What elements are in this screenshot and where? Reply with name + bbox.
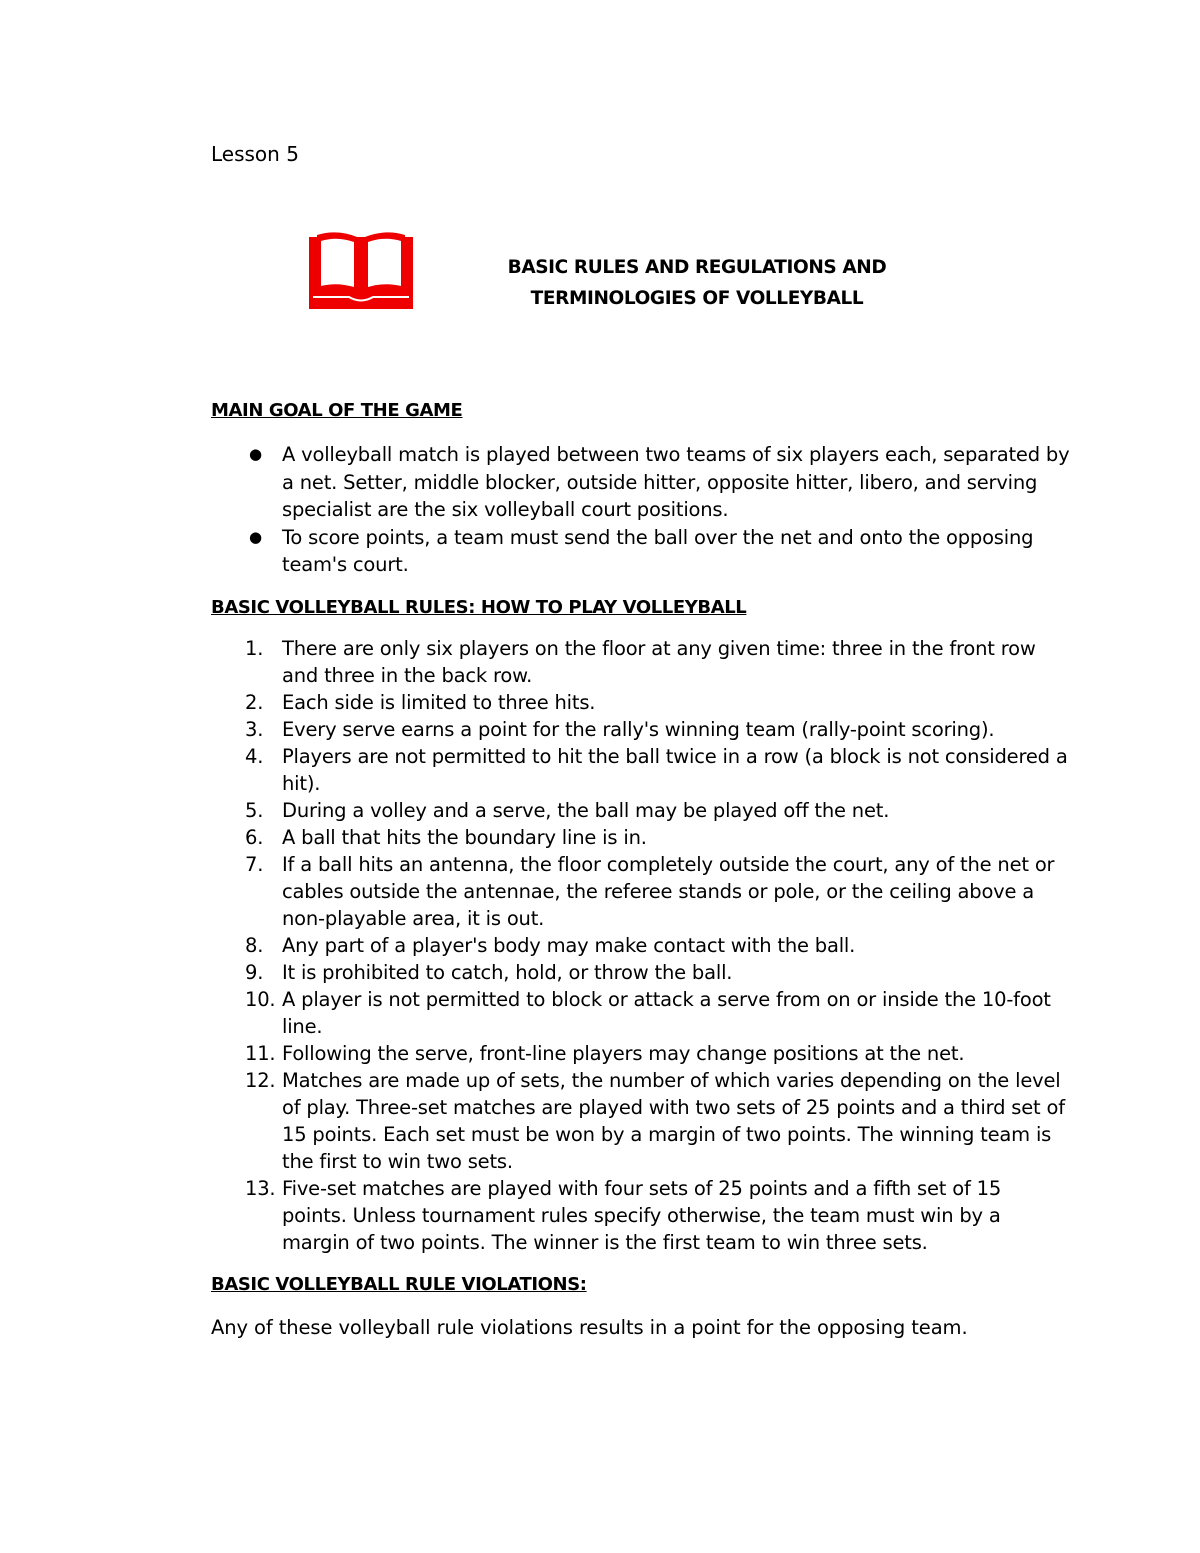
list-item-number: 6. (245, 825, 264, 849)
list-item (211, 635, 1071, 689)
document-body (211, 398, 1071, 1342)
list-item (211, 1175, 1071, 1256)
list-item-number: 9. (245, 960, 264, 984)
list-item (211, 932, 1071, 959)
list-item (211, 824, 1071, 851)
book-icon (309, 231, 413, 309)
list-item-text: If a ball hits an antenna, the floor completely outside the court, any of the net or cables outside the antennae, the referee stands or pole, or the ceiling above a non-playable area, it is out. (282, 852, 1055, 930)
main-goal-heading: MAIN GOAL OF THE GAME (211, 400, 463, 421)
list-item (211, 441, 1071, 524)
list-item-text: Following the serve, front-line players may change positions at the net. (282, 1041, 965, 1065)
list-item-number: 8. (245, 933, 264, 957)
list-item-text: Players are not permitted to hit the ball twice in a row (a block is not considered a hit). (282, 744, 1068, 795)
list-item-text: Matches are made up of sets, the number of which varies depending on the level of play. Three-set matches are played with two sets of 25 points and a third set of 15 points. Each set must be won by a margin of two points. The winning team is the first to win two sets. (282, 1068, 1065, 1173)
list-item-number: 10. (245, 987, 276, 1011)
list-item (211, 689, 1071, 716)
basic-rules-list (211, 635, 1071, 1256)
list-item (211, 743, 1071, 797)
list-item (211, 851, 1071, 932)
document-title (420, 252, 974, 314)
list-item-text: Five-set matches are played with four sets of 25 points and a fifth set of 15 points. Unless tournament rules specify otherwise, the team must win by a margin of two points. The winner is the first team to win three sets. (282, 1176, 1002, 1254)
list-item-number: 4. (245, 744, 264, 768)
list-item-text: Every serve earns a point for the rally's winning team (rally-point scoring). (282, 717, 995, 741)
list-item-text: A volleyball match is played between two teams of six players each, separated by a net. Setter, middle blocker, outside hitter, opposite hitter, libero, and serving specialist are the six volleyball court positions. (282, 443, 1070, 521)
main-goal-list (211, 441, 1071, 579)
list-item-text: It is prohibited to catch, hold, or throw the ball. (282, 960, 733, 984)
list-item (211, 959, 1071, 986)
title-line-2: TERMINOLOGIES OF VOLLEYBALL (530, 288, 864, 309)
list-item-number: 1. (245, 636, 264, 660)
list-item-text: A ball that hits the boundary line is in. (282, 825, 647, 849)
bullet-icon: ● (249, 527, 262, 546)
list-item-number: 12. (245, 1068, 276, 1092)
list-item-number: 11. (245, 1041, 276, 1065)
list-item-number: 5. (245, 798, 264, 822)
list-item (211, 716, 1071, 743)
list-item-number: 2. (245, 690, 264, 714)
list-item-number: 3. (245, 717, 264, 741)
basic-rules-heading: BASIC VOLLEYBALL RULES: HOW TO PLAY VOLLEYBALL (211, 596, 747, 618)
list-item (211, 524, 1071, 579)
list-item-text: A player is not permitted to block or attack a serve from on or inside the 10-foot line. (282, 987, 1051, 1038)
violations-text: Any of these volleyball rule violations results in a point for the opposing team. (211, 1315, 968, 1339)
lesson-label: Lesson 5 (211, 142, 299, 166)
bullet-icon: ● (249, 445, 262, 463)
list-item (211, 986, 1071, 1040)
violations-heading: BASIC VOLLEYBALL RULE VIOLATIONS: (211, 1273, 587, 1295)
list-item (211, 1040, 1071, 1067)
list-item-text: Each side is limited to three hits. (282, 690, 596, 714)
title-line-1: BASIC RULES AND REGULATIONS AND (507, 257, 887, 278)
list-item-text: Any part of a player's body may make contact with the ball. (282, 933, 856, 957)
list-item (211, 1067, 1071, 1175)
list-item-number: 13. (245, 1176, 276, 1200)
list-item-number: 7. (245, 852, 264, 876)
list-item-text: During a volley and a serve, the ball may be played off the net. (282, 798, 890, 822)
list-item-text: To score points, a team must send the ball over the net and onto the opposing team's court. (282, 525, 1034, 576)
list-item-text: There are only six players on the floor at any given time: three in the front row and three in the back row. (282, 636, 1036, 687)
list-item (211, 797, 1071, 824)
